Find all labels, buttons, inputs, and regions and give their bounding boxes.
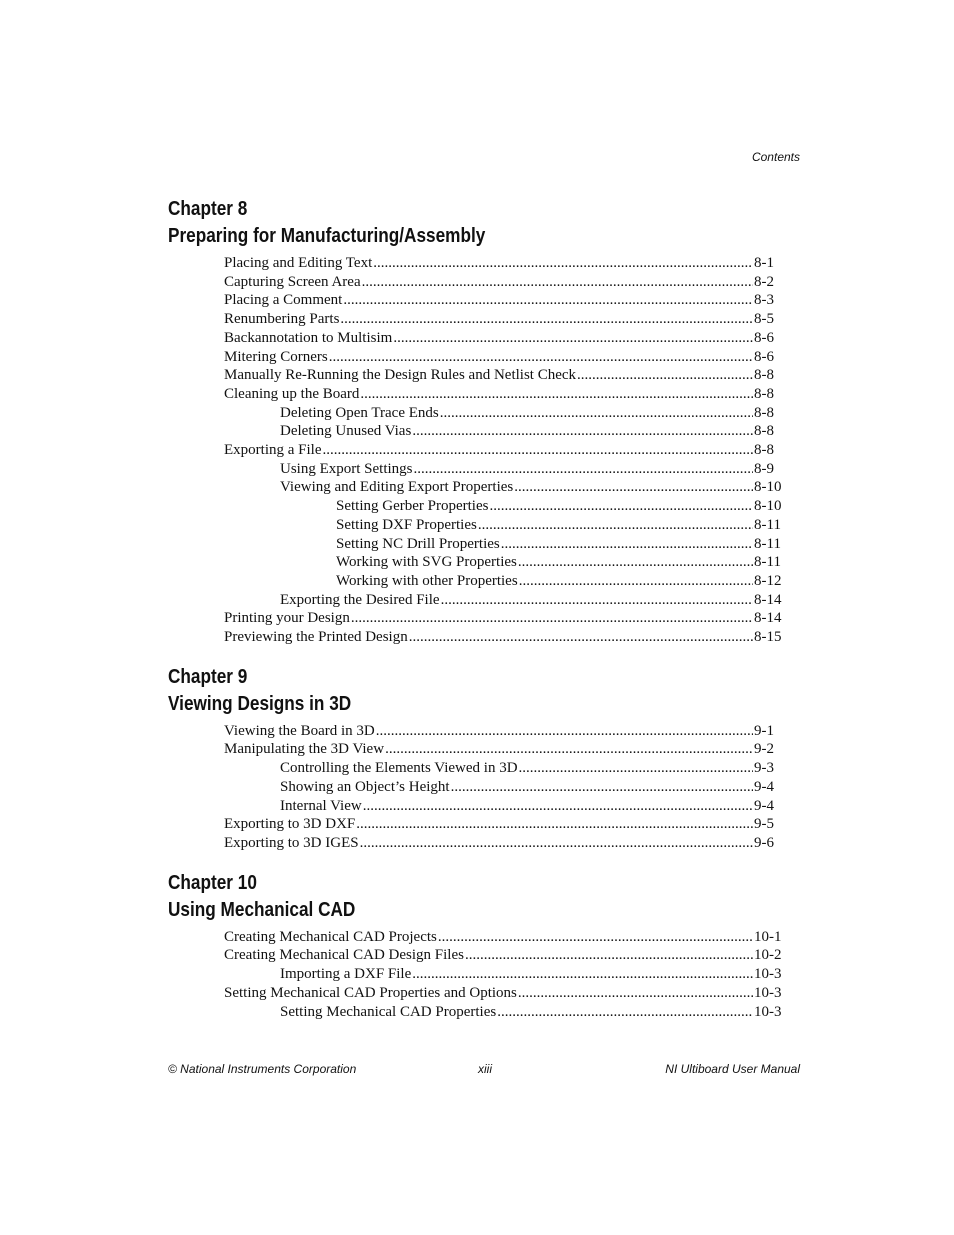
toc-entry-page: 10-2 [754,947,782,964]
toc-entry-page: 9-6 [754,834,774,851]
dot-leader [519,759,753,778]
toc-entry[interactable] [168,722,784,741]
toc-entry-title: Printing your Design [224,610,350,627]
toc-entry-title: Working with other Properties [336,572,518,589]
toc-entry[interactable] [168,609,784,628]
toc-entry-title: Internal View [280,797,362,814]
toc-entry-title: Viewing the Board in 3D [224,722,375,739]
toc-entry[interactable] [168,740,784,759]
dot-leader [363,797,753,816]
dot-leader [489,497,753,516]
toc-entry[interactable] [168,628,784,647]
running-head: Contents [751,150,800,164]
toc-entry[interactable] [168,965,784,984]
toc-entry-page: 8-14 [754,610,782,627]
toc-entry-page: 8-12 [754,572,782,589]
toc-entry-title: Placing and Editing Text [224,255,373,271]
toc-entry[interactable] [168,291,784,310]
toc-entry-title: Mitering Corners [224,348,328,365]
toc-entry-title: Deleting Unused Vias [280,423,412,440]
toc-entry-title: Setting Mechanical CAD Properties [280,1003,497,1020]
toc-entry-page: 8-8 [754,385,774,402]
dot-leader [351,609,753,628]
dot-leader [373,254,753,273]
chapter-label: Chapter 8 [168,198,248,220]
toc-entry-title: Controlling the Elements Viewed in 3D [280,760,518,777]
toc-entry-list [168,254,784,647]
dot-leader [409,628,753,647]
dot-leader [440,404,753,423]
footer-page-number: xiii [478,1062,492,1076]
toc-entry[interactable] [168,422,784,441]
toc-entry-page: 8-5 [754,311,774,328]
toc-entry-title: Setting Mechanical CAD Properties and Options [224,984,517,1001]
toc-entry[interactable] [168,759,784,778]
footer-copyright: © National Instruments Corporation [168,1062,357,1076]
toc-entry-title: Exporting to 3D DXF [224,816,356,833]
toc-entry[interactable] [168,591,784,610]
toc-entry-title: Exporting to 3D IGES [224,834,359,851]
dot-leader [438,928,753,947]
dot-leader [414,460,753,479]
toc-entry-page: 8-2 [754,273,774,290]
toc-entry-title: Viewing and Editing Export Properties [280,479,514,496]
toc-entry[interactable] [168,385,784,404]
toc-entry-title: Importing a DXF File [280,966,412,983]
dot-leader [518,553,753,572]
toc-entry[interactable] [168,348,784,367]
toc-entry[interactable] [168,329,784,348]
chapter-label: Chapter 10 [168,871,257,894]
toc-entry-title: Using Export Settings [280,460,413,477]
toc-entry-page: 8-9 [754,460,774,477]
toc-entry-page: 8-10 [754,498,782,515]
dot-leader [376,722,753,741]
toc-entry-title: Renumbering Parts [224,311,340,328]
chapter-section [168,664,784,853]
toc-entry[interactable] [168,553,784,572]
toc-entry-page: 10-1 [754,928,782,945]
toc-entry-page: 8-1 [754,255,774,271]
dot-leader [329,348,753,367]
table-of-contents [168,196,784,1038]
toc-entry-page: 9-5 [754,816,774,833]
toc-entry-page: 8-11 [754,554,781,571]
dot-leader [412,965,753,984]
toc-entry-page: 8-8 [754,423,774,440]
chapter-section [168,196,784,647]
toc-entry[interactable] [168,572,784,591]
toc-entry[interactable] [168,928,784,947]
toc-entry-title: Cleaning up the Board [224,385,360,402]
toc-entry[interactable] [168,478,784,497]
toc-entry[interactable] [168,984,784,1003]
toc-entry-title: Placing a Comment [224,292,343,309]
dot-leader [519,572,753,591]
toc-entry-title: Previewing the Printed Design [224,629,408,646]
dot-leader [412,422,753,441]
toc-entry-title: Creating Mechanical CAD Design Files [224,947,464,964]
toc-entry-page: 10-3 [754,1003,782,1020]
dot-leader [441,591,753,610]
toc-entry[interactable] [168,310,784,329]
toc-entry-title: Exporting the Desired File [280,591,440,608]
toc-entry-page: 10-3 [754,966,782,983]
toc-entry-title: Showing an Object’s Height [280,778,450,795]
toc-entry-page: 9-2 [754,741,774,758]
toc-entry[interactable] [168,460,784,479]
dot-leader [518,984,753,1003]
dot-leader [323,441,754,460]
toc-entry-page: 9-4 [754,797,774,814]
dot-leader [497,1003,753,1022]
toc-entry-page: 9-3 [754,760,774,777]
toc-entry-title: Setting NC Drill Properties [336,535,500,552]
chapter-title: Preparing for Manufacturing/Assembly [168,225,486,247]
footer-manual-title: NI Ultiboard User Manual [665,1062,800,1076]
toc-entry-page: 10-3 [754,984,782,1001]
toc-entry-title: Setting DXF Properties [336,516,477,533]
toc-entry-page: 8-8 [754,442,774,459]
dot-leader [577,366,753,385]
toc-entry-page: 8-15 [754,629,782,646]
toc-entry[interactable] [168,366,784,385]
dot-leader [362,273,753,292]
toc-entry[interactable] [168,404,784,423]
dot-leader [501,535,753,554]
dot-leader [343,291,753,310]
dot-leader [478,516,753,535]
toc-entry[interactable] [168,797,784,816]
toc-entry-page: 8-6 [754,329,774,346]
toc-entry-title: Backannotation to Multisim [224,329,393,346]
chapter-title: Viewing Designs in 3D [168,692,352,715]
toc-entry-title: Manipulating the 3D View [224,741,385,758]
toc-entry-title: Deleting Open Trace Ends [280,404,439,421]
toc-entry[interactable] [168,254,784,273]
dot-leader [385,740,753,759]
toc-entry-title: Creating Mechanical CAD Projects [224,928,437,945]
toc-entry-title: Setting Gerber Properties [336,498,489,515]
toc-entry-title: Working with SVG Properties [336,554,517,571]
chapter-label: Chapter 9 [168,665,248,688]
dot-leader [360,834,753,853]
toc-entry[interactable] [168,1003,784,1022]
toc-entry[interactable] [168,535,784,554]
toc-entry-page: 8-8 [754,404,774,421]
toc-entry-title: Capturing Screen Area [224,273,361,290]
toc-entry-page: 8-6 [754,348,774,365]
dot-leader [514,478,753,497]
toc-entry-title: Manually Re-Running the Design Rules and Netlist Check [224,367,577,384]
toc-entry[interactable] [168,946,784,965]
dot-leader [451,778,753,797]
toc-entry-page: 8-10 [754,479,782,496]
dot-leader [360,385,753,404]
toc-entry-list [168,722,784,853]
toc-entry-page: 9-1 [754,722,774,739]
toc-entry-page: 9-4 [754,778,774,795]
dot-leader [465,946,753,965]
toc-entry[interactable] [168,273,784,292]
toc-entry-page: 8-3 [754,292,774,309]
toc-entry[interactable] [168,778,784,797]
toc-entry[interactable] [168,516,784,535]
toc-entry-page: 8-11 [754,535,781,552]
toc-entry-page: 8-11 [754,516,781,533]
toc-entry-page: 8-14 [754,591,782,608]
toc-entry-title: Exporting a File [224,442,322,459]
toc-entry-page: 8-8 [754,367,774,384]
dot-leader [356,815,753,834]
toc-entry-list [168,928,784,1022]
toc-entry[interactable] [168,815,784,834]
toc-entry[interactable] [168,441,784,460]
toc-entry[interactable] [168,497,784,516]
dot-leader [340,310,753,329]
dot-leader [393,329,753,348]
chapter-title: Using Mechanical CAD [168,898,356,921]
chapter-section [168,870,784,1022]
toc-entry[interactable] [168,834,784,853]
